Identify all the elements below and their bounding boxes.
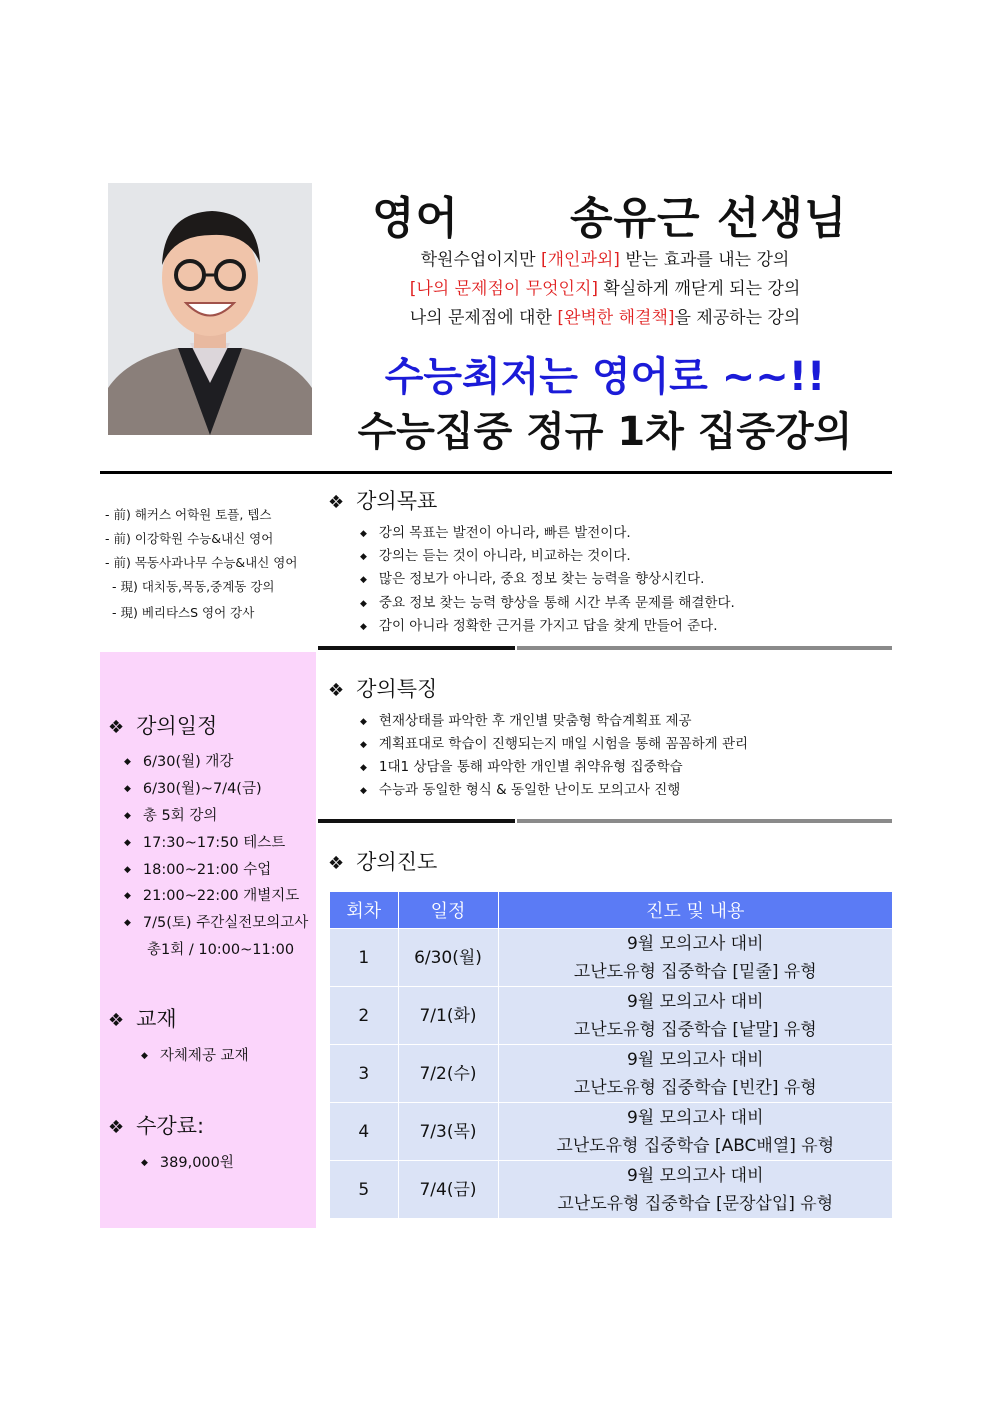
career-item: - 前) 목동사과나무 수능&내신 영어 [105,555,298,570]
headline-blue: 수능최저는 영어로 ~~!! [384,354,826,400]
bullet-icon: ◆ [124,757,131,767]
cell-no: 2 [330,987,398,1045]
diamond-icon: ❖ [328,853,345,874]
bullet-icon: ◆ [124,784,131,794]
table-row [330,1103,892,1161]
cell-no: 1 [330,929,398,987]
schedule-item: ◆ 7/5(토) 주간실전모의고사 [124,915,309,931]
features-heading: ❖ 강의특징 [328,677,438,701]
diamond-icon: ❖ [108,1010,125,1031]
cell-content: 9월 모의고사 대비 고난도유형 집중학습 [낱말] 유형 [498,987,892,1045]
bullet-icon: ◆ [360,717,367,727]
progress-table [330,892,892,1218]
textbook-item: ◆ 자체제공 교재 [141,1048,249,1064]
teacher-name: 송유근 선생님 [570,193,848,244]
cell-content: 9월 모의고사 대비 고난도유형 집중학습 [빈칸] 유형 [498,1045,892,1103]
table-row [330,1161,892,1219]
bullet-icon: ◆ [360,575,367,585]
schedule-item: ◆ 17:30~17:50 테스트 [124,835,286,851]
goals-heading: ❖ 강의목표 [328,489,438,513]
cell-no: 3 [330,1045,398,1103]
schedule-extra: 총1회 / 10:00~11:00 [147,942,295,958]
schedule-item: ◆ 총 5회 강의 [124,808,218,824]
schedule-item: ◆ 6/30(월)~7/4(금) [124,781,262,797]
bullet-icon: ◆ [124,811,131,821]
cell-date: 7/1(화) [398,987,498,1045]
subject-title: 영어 [372,193,460,244]
schedule-item: ◆ 6/30(월) 개강 [124,754,234,770]
bullet-icon: ◆ [141,1158,148,1168]
bullet-icon: ◆ [360,552,367,562]
cell-no: 4 [330,1103,398,1161]
bullet-icon: ◆ [124,891,131,901]
table-row [330,987,892,1045]
feature-item: ◆ 수능과 동일한 형식 & 동일한 난이도 모의고사 진행 [360,782,681,798]
fee-item: ◆ 389,000원 [141,1155,234,1171]
feature-item: ◆ 1대1 상담을 통해 파악한 개인별 취약유형 집중학습 [360,759,683,775]
bullet-icon: ◆ [124,918,131,928]
cell-content: 9월 모의고사 대비 고난도유형 집중학습 [문장삽입] 유형 [498,1161,892,1219]
bullet-icon: ◆ [124,838,131,848]
diamond-icon: ❖ [328,492,345,513]
goal-item: ◆ 많은 정보가 아니라, 중요 정보 찾는 능력을 향상시킨다. [360,571,705,587]
section-divider [517,646,892,650]
tagline-2: [나의 문제점이 무엇인지] 확실하게 깨닫게 되는 강의 [409,279,801,299]
teacher-photo [108,183,312,435]
cell-content: 9월 모의고사 대비 고난도유형 집중학습 [밑줄] 유형 [498,929,892,987]
bullet-icon: ◆ [360,786,367,796]
diamond-icon: ❖ [328,680,345,701]
bullet-icon: ◆ [360,529,367,539]
career-item: - 前) 해커스 어학원 토플, 텝스 [105,507,272,522]
textbook-heading: ❖ 교재 [108,1007,177,1031]
table-header-row [330,892,892,929]
cell-date: 7/4(금) [398,1161,498,1219]
cell-date: 7/3(목) [398,1103,498,1161]
cell-no: 5 [330,1161,398,1219]
goal-item: ◆ 강의 목표는 발전이 아니라, 빠른 발전이다. [360,525,631,541]
section-divider [318,646,515,650]
bullet-icon: ◆ [360,740,367,750]
table-row [330,1045,892,1103]
header-divider [100,471,892,474]
schedule-heading: ❖ 강의일정 [108,714,218,738]
bullet-icon: ◆ [360,622,367,632]
career-item: - 現) 베리타스S 영어 강사 [112,605,255,620]
bullet-icon: ◆ [141,1051,148,1061]
col-header-no: 회차 [330,892,398,929]
bullet-icon: ◆ [360,763,367,773]
goal-item: ◆ 중요 정보 찾는 능력 향상을 통해 시간 부족 문제를 해결한다. [360,595,735,611]
bullet-icon: ◆ [360,599,367,609]
cell-content: 9월 모의고사 대비 고난도유형 집중학습 [ABC배열] 유형 [498,1103,892,1161]
headline-main: 수능집중 정규 1차 집중강의 [357,409,853,455]
schedule-item: ◆ 21:00~22:00 개별지도 [124,888,300,904]
career-item: - 前) 이강학원 수능&내신 영어 [105,531,274,546]
progress-heading: ❖ 강의진도 [328,850,438,874]
col-header-content: 진도 및 내용 [498,892,892,929]
cell-date: 7/2(수) [398,1045,498,1103]
fee-heading: ❖ 수강료: [108,1114,205,1138]
feature-item: ◆ 계획표대로 학습이 진행되는지 매일 시험을 통해 꼼꼼하게 관리 [360,736,749,752]
table-row [330,929,892,987]
diamond-icon: ❖ [108,717,125,738]
bullet-icon: ◆ [124,865,131,875]
goal-item: ◆ 강의는 듣는 것이 아니라, 비교하는 것이다. [360,548,631,564]
section-divider [517,819,892,823]
goal-item: ◆ 감이 아니라 정확한 근거를 가지고 답을 찾게 만들어 준다. [360,618,718,634]
section-divider [318,819,515,823]
schedule-item: ◆ 18:00~21:00 수업 [124,862,272,878]
tagline-3: 나의 문제점에 대한 [완벽한 해결책]을 제공하는 강의 [409,308,801,328]
diamond-icon: ❖ [108,1117,125,1138]
tagline-1: 학원수업이지만 [개인과외] 받는 효과를 내는 강의 [420,250,790,270]
cell-date: 6/30(월) [398,929,498,987]
feature-item: ◆ 현재상태를 파악한 후 개인별 맞춤형 학습계획표 제공 [360,713,692,729]
col-header-date: 일정 [398,892,498,929]
career-item: - 現) 대치동,목동,중계동 강의 [112,579,275,594]
